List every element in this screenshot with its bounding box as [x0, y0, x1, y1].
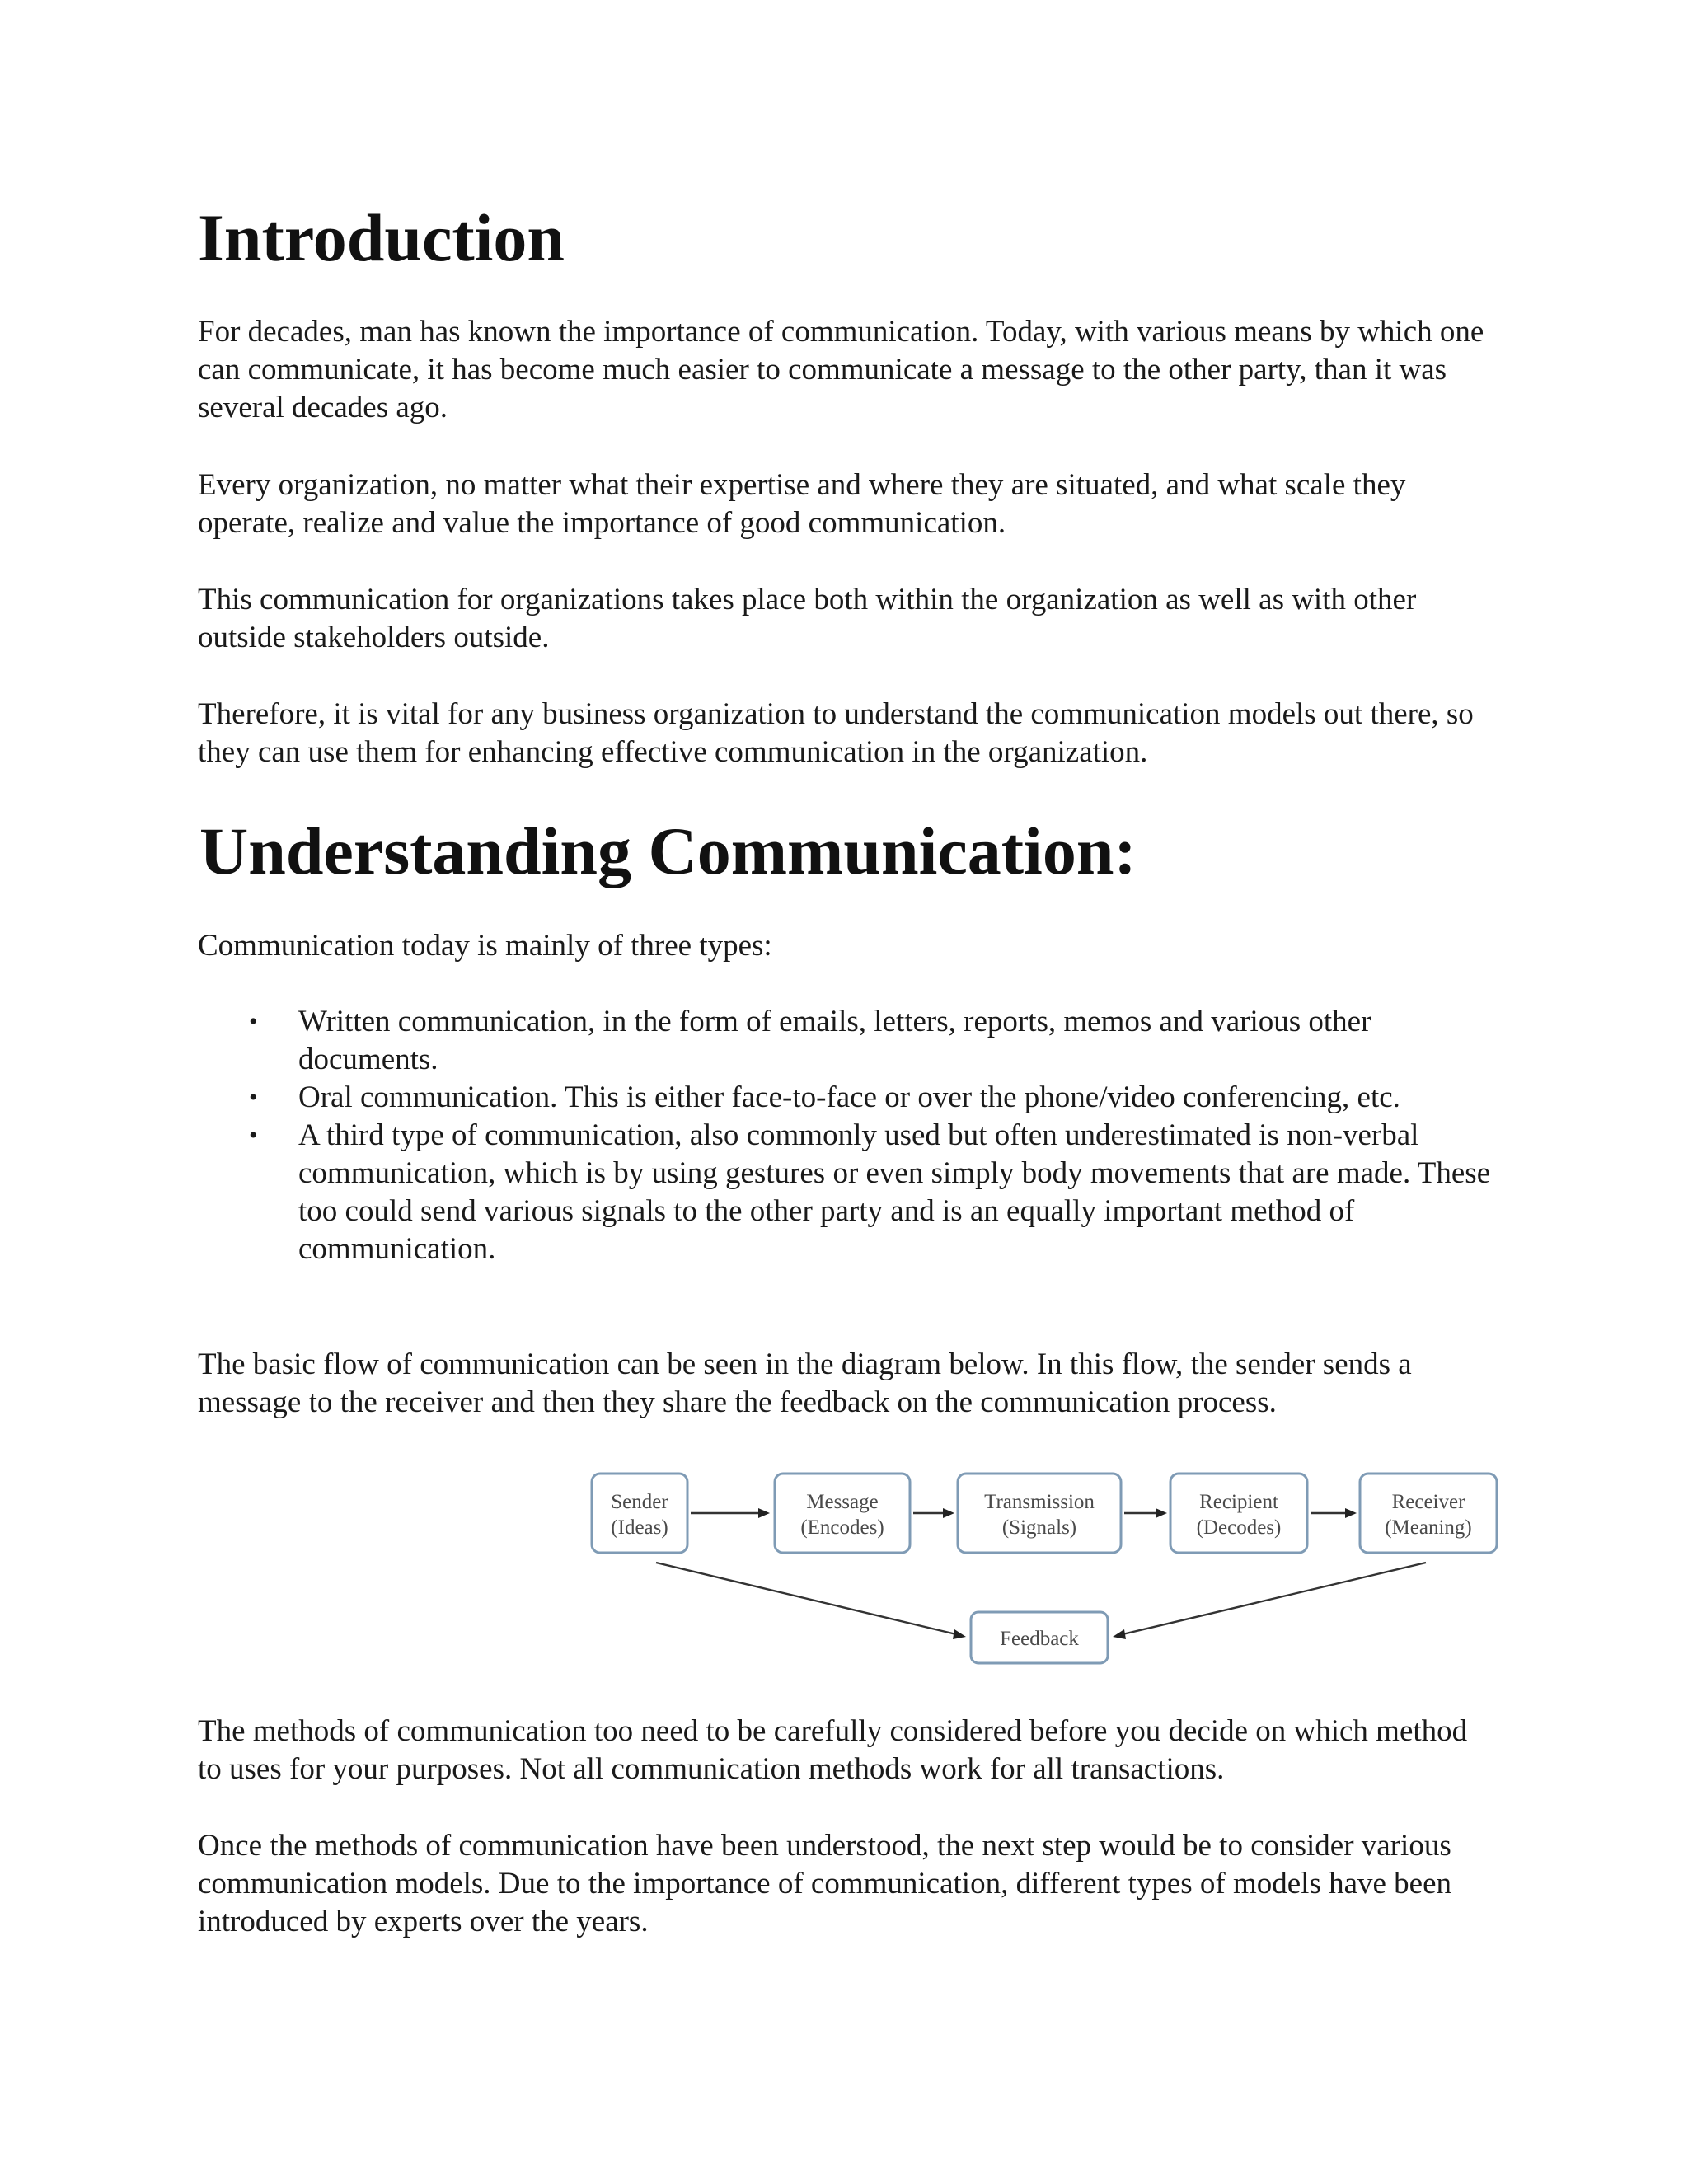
- list-item-text: Oral communication. This is either face-to-face or over the phone/video conferencing, etc.: [298, 1080, 1400, 1114]
- paragraph-types-intro: Communication today is mainly of three types:: [198, 929, 772, 963]
- node-sublabel: (Decodes): [1196, 1516, 1282, 1539]
- paragraph-intro-4: Therefore, it is vital for any business organization to understand the communication models out there, so they can use them for enhancing effective communication in the organization.: [198, 697, 1474, 769]
- list-item: [198, 1117, 1492, 1268]
- list-item: [198, 1003, 1492, 1079]
- node-sublabel: (Encodes): [800, 1516, 884, 1539]
- node-label: Sender: [611, 1491, 668, 1513]
- node-label: Receiver: [1391, 1491, 1465, 1513]
- paragraph-methods: The methods of communication too need to be carefully considered before you decide on which method to uses for your purposes. Not all communication methods work for all transactions.: [198, 1714, 1468, 1786]
- communication-flow-diagram: [585, 1467, 1508, 1681]
- bullet-icon: •: [249, 1122, 258, 1149]
- arrow-transmission-to-recipient: [1124, 1508, 1167, 1518]
- arrow-sender-to-feedback: [656, 1563, 966, 1639]
- node-sublabel: (Meaning): [1385, 1516, 1472, 1539]
- flow-node-feedback: [971, 1612, 1108, 1663]
- node-sublabel: (Signals): [1001, 1516, 1077, 1539]
- list-item-text: Written communication, in the form of emails, letters, reports, memos and various other documents.: [298, 1005, 1372, 1076]
- paragraph-intro-3: This communication for organizations takes place both within the organization as well as with other outside stakeholders outside.: [198, 583, 1417, 654]
- paragraph-models: Once the methods of communication have been understood, the next step would be to consider various communication models. Due to the importance of communication, different types of models have been introduced by experts over the years.: [198, 1829, 1452, 1938]
- flow-node-recipient: [1170, 1474, 1307, 1553]
- flow-node-message: [775, 1474, 910, 1553]
- paragraph-basic-flow: The basic flow of communication can be seen in the diagram below. In this flow, the sender sends a message to the receiver and then they share the feedback on the communication process.: [198, 1347, 1412, 1419]
- arrow-sender-to-message: [691, 1508, 770, 1518]
- list-item-text: A third type of communication, also commonly used but often underestimated is non-verbal communication, which is by using gestures or even simply body movements that are made. These too could send various signals to the other party and is an equally important method of communication.: [298, 1118, 1491, 1266]
- node-sublabel: (Ideas): [611, 1516, 668, 1539]
- paragraph-intro-1: For decades, man has known the importance of communication. Today, with various means by which one can communicate, it has become much easier to communicate a message to the other party, than it was several decades ago.: [198, 315, 1484, 424]
- flow-node-transmission: [958, 1474, 1121, 1553]
- node-label: Transmission: [984, 1491, 1095, 1513]
- list-item: [198, 1079, 1492, 1117]
- arrow-message-to-transmission: [913, 1508, 954, 1518]
- heading-introduction: Introduction: [198, 200, 565, 275]
- arrow-recipient-to-receiver: [1311, 1508, 1357, 1518]
- communication-types-list: [198, 1003, 1492, 1268]
- node-label: Feedback: [1000, 1628, 1079, 1650]
- bullet-icon: •: [249, 1084, 258, 1111]
- node-label: Message: [806, 1491, 879, 1513]
- flow-node-sender: [592, 1474, 687, 1553]
- flow-node-receiver: [1360, 1474, 1497, 1553]
- paragraph-intro-2: Every organization, no matter what their expertise and where they are situated, and what scale they operate, realize and value the importance of good communication.: [198, 468, 1406, 540]
- arrow-receiver-to-feedback: [1113, 1563, 1426, 1639]
- bullet-icon: •: [249, 1008, 258, 1035]
- heading-understanding-communication: Understanding Communication:: [199, 813, 1137, 888]
- node-label: Recipient: [1199, 1491, 1278, 1513]
